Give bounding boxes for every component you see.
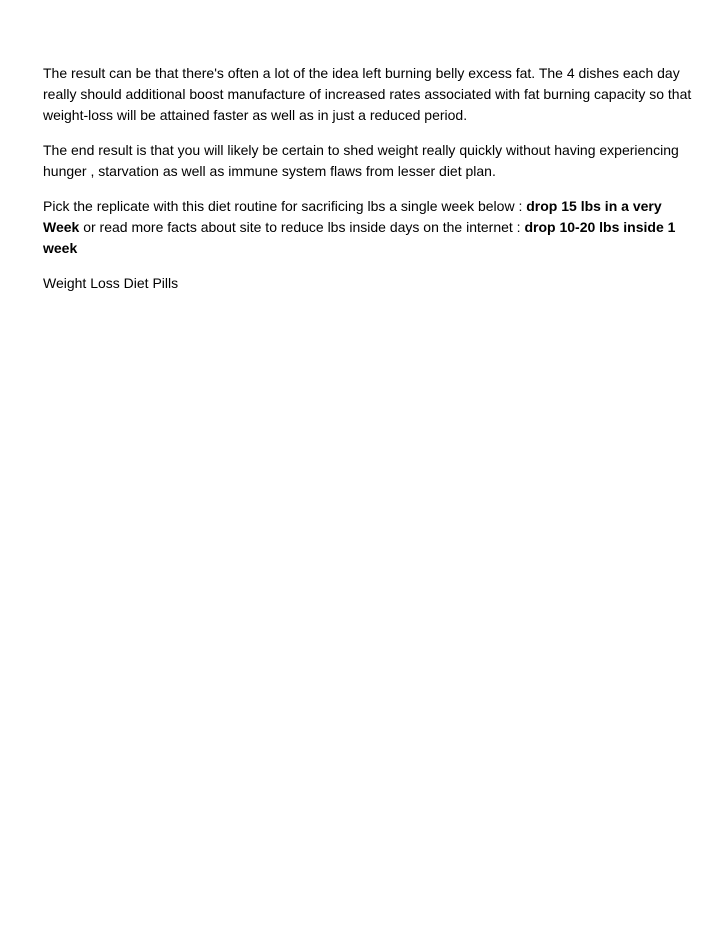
drop-10-20-lbs-link[interactable]: drop 10-20 lbs inside 1 week bbox=[43, 219, 676, 256]
pick-text-2: or read more facts about site to reduce lbs inside days on the internet : bbox=[79, 219, 525, 235]
drop-15-lbs-link[interactable]: drop 15 lbs in a very Week bbox=[43, 198, 662, 235]
paragraph-result: The result can be that there's often a lot of the idea left burning belly excess fat. The 4 dishes each day really should additional boost manufacture of increased rates associated with fat burning capacity so that weight-loss will be attained faster as well as in just a reduced period. bbox=[43, 65, 692, 123]
paragraph-pick-replicate bbox=[43, 196, 693, 259]
document-body bbox=[43, 63, 693, 308]
paragraph-weight-loss-pills: Weight Loss Diet Pills bbox=[43, 275, 179, 291]
paragraph-end-result: The end result is that you will likely be certain to shed weight really quickly without having experiencing hunger , starvation as well as immune system flaws from lesser diet plan. bbox=[43, 142, 679, 179]
pick-text-1: Pick the replicate with this diet routine for sacrificing lbs a single week below : bbox=[43, 198, 527, 214]
